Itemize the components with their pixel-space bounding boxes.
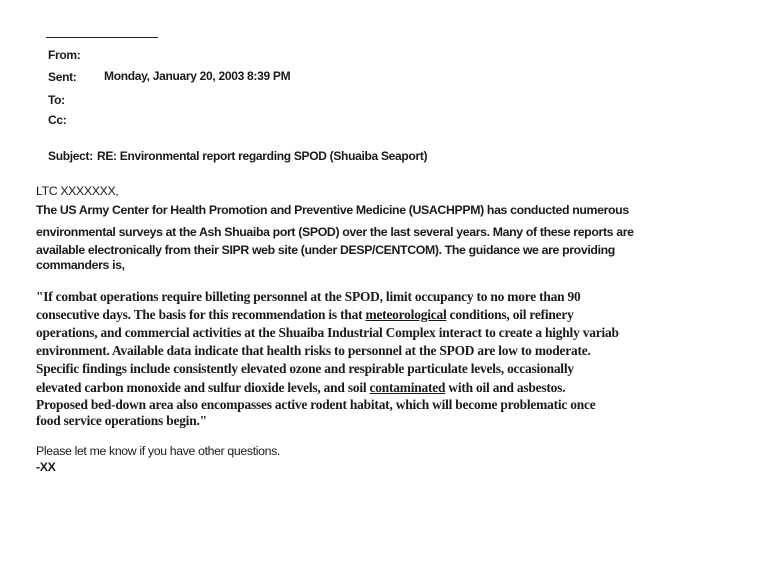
meteorological-word: meteorological: [365, 307, 447, 322]
intro-line-2: environmental surveys at the Ash Shuaiba port (SPOD) over the last several years. Many of these reports are: [36, 225, 634, 239]
quote-line-5: Specific findings include consistently elevated ozone and respirable particulate levels, occasionally: [36, 361, 574, 376]
header-divider: [46, 37, 158, 38]
cc-label: Cc:: [48, 113, 67, 127]
sent-value: Monday, January 20, 2003 8:39 PM: [104, 69, 291, 83]
quote-line-2-start: consecutive days. The basis for this recommendation is that: [36, 307, 366, 322]
to-label: To:: [48, 93, 65, 107]
quote-line-6: [36, 380, 565, 396]
greeting: LTC XXXXXXX,: [36, 184, 119, 198]
contaminated-word: contaminated: [369, 380, 446, 395]
quote-line-2-end: conditions, oil refinery: [446, 307, 574, 322]
closing-line: Please let me know if you have other questions.: [36, 444, 280, 458]
quote-line-4: environment. Available data indicate that health risks to personnel at the SPOD are low to moderate.: [36, 343, 591, 358]
quote-line-8: food service operations begin.": [36, 413, 207, 428]
from-label: From:: [48, 48, 81, 62]
quote-line-1: "If combat operations require billeting personnel at the SPOD, limit occupancy to no more than 90: [36, 289, 581, 304]
quote-line-2: [36, 307, 574, 323]
intro-line-1: The US Army Center for Health Promotion and Preventive Medicine (USACHPPM) has conducted numerous: [36, 203, 629, 217]
intro-line-4: commanders is,: [36, 258, 125, 272]
sent-label: Sent:: [48, 70, 77, 84]
quote-line-6-end: with oil and asbestos.: [445, 380, 566, 395]
quote-line-6-start: elevated carbon monoxide and sulfur dioxide levels, and soil: [36, 380, 370, 395]
subject-line: [48, 149, 427, 163]
signature: -XX: [36, 460, 56, 474]
subject-label: Subject:: [48, 149, 93, 163]
quote-line-3: operations, and commercial activities at the Shuaiba Industrial Complex interact to create a highly variab: [36, 325, 619, 340]
quote-line-7: Proposed bed-down area also encompasses active rodent habitat, which will become problematic once: [36, 397, 596, 412]
intro-line-3: available electronically from their SIPR web site (under DESP/CENTCOM). The guidance we are providing: [36, 243, 615, 257]
subject-value: RE: Environmental report regarding SPOD (Shuaiba Seaport): [96, 149, 428, 163]
